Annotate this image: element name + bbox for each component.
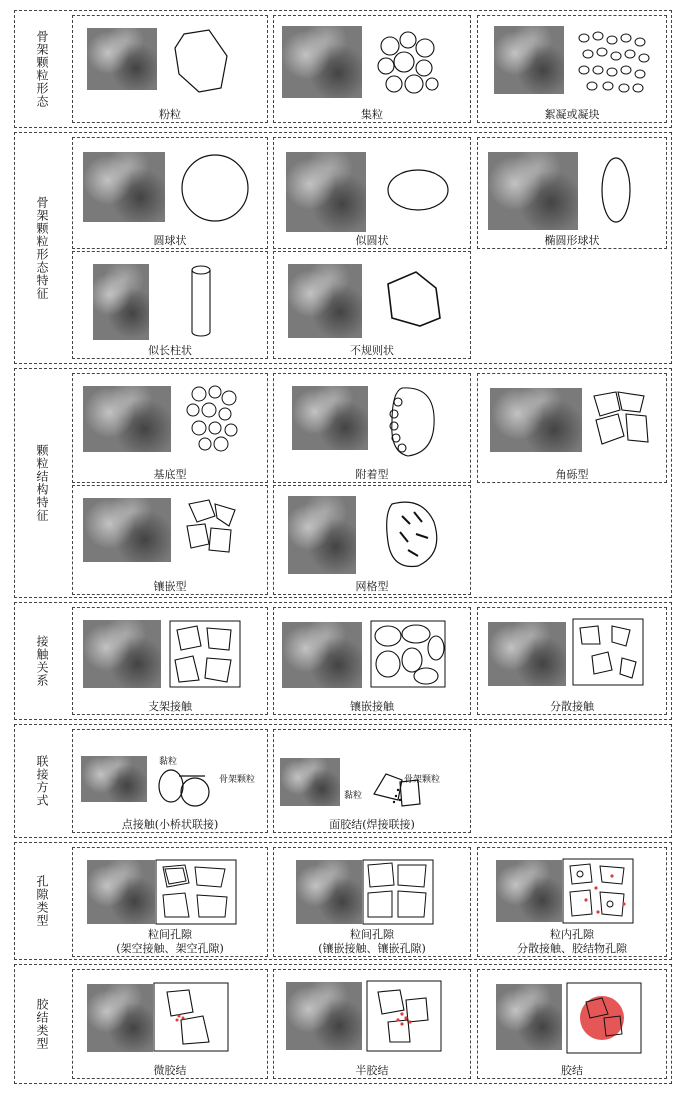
sem-photo xyxy=(93,264,149,340)
mosaic-contact-sketch xyxy=(370,620,446,690)
sem-photo xyxy=(496,984,562,1050)
cell-matrix xyxy=(72,373,268,483)
sem-photo xyxy=(490,388,582,452)
sem-photo xyxy=(280,758,340,806)
attached-sketch xyxy=(382,382,442,462)
cell-face-cement xyxy=(273,729,471,833)
circle-sketch xyxy=(177,148,257,228)
cell-caption: 支架接触 xyxy=(148,700,192,713)
cell-caption-sub: (架空接触、架空孔隙) xyxy=(116,942,224,955)
cell-caption: 粒间孔隙 xyxy=(350,928,394,941)
cell-caption: 圆球状 xyxy=(153,234,187,247)
cylinder-sketch xyxy=(183,262,223,342)
section-connection-mode xyxy=(14,724,672,838)
sem-photo xyxy=(496,860,562,922)
section-particle-structure xyxy=(14,368,672,598)
section-pore-type xyxy=(14,842,672,960)
cell-caption: 镶嵌型 xyxy=(153,580,187,593)
cell-caption: 镶嵌接触 xyxy=(350,700,394,713)
section-particle-morphology xyxy=(14,10,672,128)
section-label: 胶结类型 xyxy=(35,998,49,1050)
cell-caption: 基底型 xyxy=(153,468,187,481)
cell-irregular xyxy=(273,251,471,359)
pore-sketch xyxy=(362,859,434,925)
sem-photo xyxy=(83,386,171,452)
point-contact-sketch xyxy=(155,764,215,814)
cell-breccia xyxy=(477,373,667,483)
sem-photo xyxy=(288,496,356,574)
cell-support-contact xyxy=(72,607,268,715)
clay-label: 黏粒 xyxy=(159,757,178,767)
aggregate-sketch xyxy=(370,24,446,100)
cell-spherical xyxy=(72,137,268,249)
sem-photo xyxy=(282,622,362,688)
sem-photo xyxy=(286,152,366,232)
cell-caption: 似长柱状 xyxy=(148,344,192,357)
semi-cement-sketch xyxy=(366,980,442,1052)
pore-sketch xyxy=(155,859,237,925)
cell-micro-cement xyxy=(72,969,268,1079)
sem-photo xyxy=(81,756,147,802)
cell-mosaic-contact xyxy=(273,607,471,715)
cell-flocculation xyxy=(477,15,667,123)
sem-photo xyxy=(488,152,578,230)
cell-caption: 似圆状 xyxy=(355,234,389,247)
cell-caption: 分散接触 xyxy=(550,700,594,713)
cement-sketch xyxy=(566,982,642,1054)
pore-sketch xyxy=(562,858,634,924)
cell-columnar xyxy=(72,251,268,359)
cell-grid xyxy=(273,485,471,595)
irregular-sketch xyxy=(378,266,448,336)
particle-sketch xyxy=(169,26,239,96)
section-label: 接触关系 xyxy=(35,635,49,687)
cell-caption: 角砾型 xyxy=(555,468,589,481)
cell-caption: 点接触(小桥状联接) xyxy=(121,818,219,831)
cell-caption: 胶结 xyxy=(561,1064,583,1077)
cell-subround xyxy=(273,137,471,249)
section-label: 骨架颗粒形态 xyxy=(35,30,49,108)
matrix-sketch xyxy=(179,380,249,460)
sem-photo xyxy=(83,498,171,562)
clay-label: 黏粒 xyxy=(344,791,363,801)
sem-photo xyxy=(87,28,157,90)
sem-photo xyxy=(488,622,566,686)
cell-caption: 半胶结 xyxy=(355,1064,389,1077)
cell-caption: 附着型 xyxy=(355,468,389,481)
breccia-sketch xyxy=(588,386,658,456)
cell-aggregate xyxy=(273,15,471,123)
cell-caption: 集粒 xyxy=(361,108,383,121)
cell-caption: 粉粒 xyxy=(159,108,181,121)
sem-photo xyxy=(288,264,362,338)
cell-cement xyxy=(477,969,667,1079)
cell-caption-sub: 分散接触、胶结物孔隙 xyxy=(517,942,627,955)
sem-photo xyxy=(292,386,368,450)
section-label: 联接方式 xyxy=(35,755,49,807)
cell-intragranular xyxy=(477,847,667,957)
section-label: 孔隙类型 xyxy=(35,875,49,927)
section-contact-relation xyxy=(14,602,672,720)
cell-intergranular-b xyxy=(273,847,471,957)
sem-photo xyxy=(296,860,362,924)
sem-photo xyxy=(87,984,153,1052)
cell-caption: 不规则状 xyxy=(350,344,394,357)
cell-caption: 椭圆形球状 xyxy=(544,234,600,247)
cell-caption-sub: (镶嵌接触、镶嵌孔隙) xyxy=(318,942,426,955)
sem-photo xyxy=(83,620,161,688)
floc-sketch xyxy=(574,26,654,96)
sem-photo xyxy=(494,26,564,94)
section-particle-shape xyxy=(14,132,672,364)
ellipse-sketch xyxy=(378,166,458,226)
section-cement-type xyxy=(14,964,672,1084)
cell-caption: 絮凝或凝块 xyxy=(544,108,600,121)
grid-sketch xyxy=(378,494,448,574)
cell-mosaic xyxy=(72,485,268,595)
micro-cement-sketch xyxy=(153,982,229,1052)
cell-caption: 微胶结 xyxy=(153,1064,187,1077)
ellipse-sketch xyxy=(592,150,642,230)
cell-caption: 面胶结(焊接联接) xyxy=(329,818,415,831)
cell-silt xyxy=(72,15,268,123)
support-contact-sketch xyxy=(169,620,241,690)
sem-photo xyxy=(83,152,165,222)
cell-point-contact xyxy=(72,729,268,833)
cell-attached xyxy=(273,373,471,483)
skeleton-label: 骨架颗粒 xyxy=(219,775,256,785)
mosaic-sketch xyxy=(179,496,243,566)
sem-photo xyxy=(282,26,362,98)
face-cement-sketch xyxy=(366,760,426,816)
cell-elliptical xyxy=(477,137,667,249)
cell-semi-cement xyxy=(273,969,471,1079)
skeleton-label: 骨架颗粒 xyxy=(404,775,441,785)
dispersed-contact-sketch xyxy=(572,618,644,688)
cell-caption: 网格型 xyxy=(355,580,389,593)
cell-caption: 粒内孔隙 xyxy=(550,928,594,941)
section-label: 骨架颗粒形态特征 xyxy=(35,196,49,300)
section-label: 颗粒结构特征 xyxy=(35,444,49,522)
cell-dispersed-contact xyxy=(477,607,667,715)
cell-caption: 粒间孔隙 xyxy=(148,928,192,941)
sem-photo xyxy=(286,982,362,1050)
cell-intergranular-a xyxy=(72,847,268,957)
sem-photo xyxy=(87,860,155,924)
